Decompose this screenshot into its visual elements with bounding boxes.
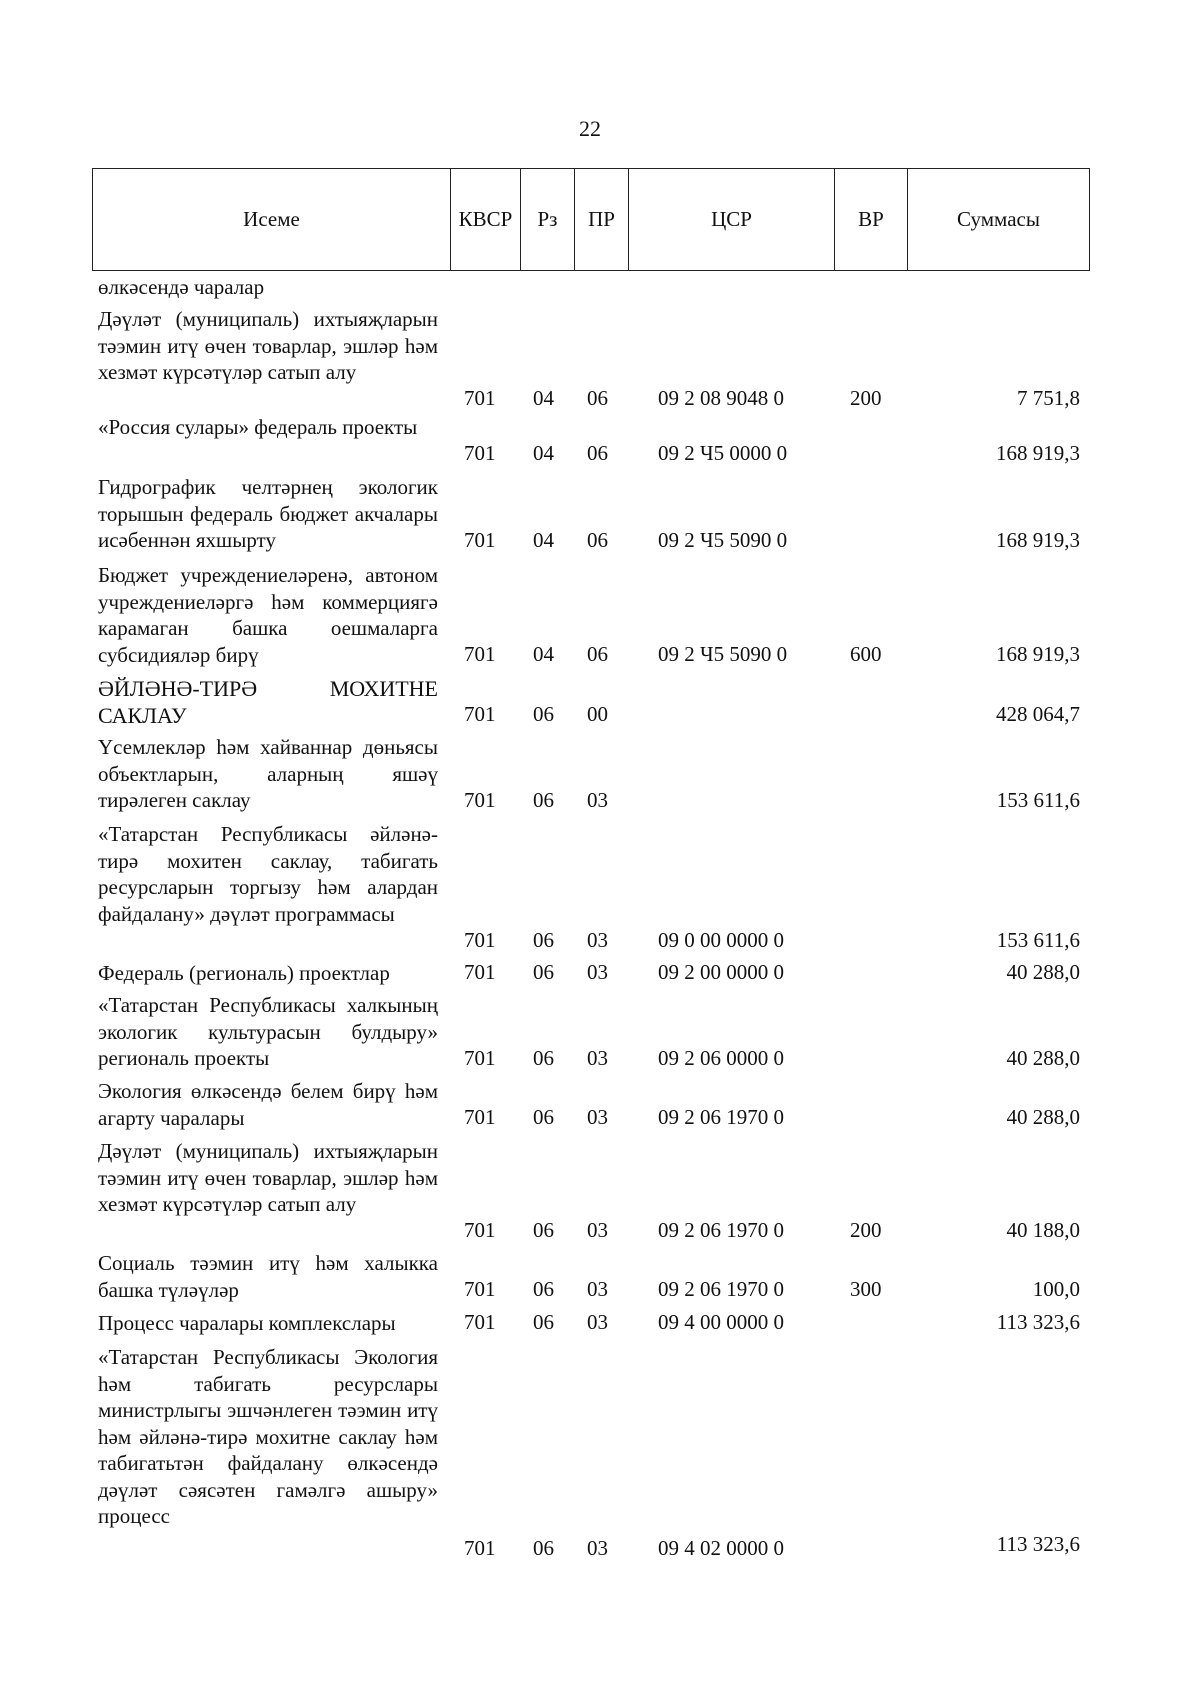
continuation-text: өлкәсендә чаралар [98, 275, 265, 299]
row-csr: 09 2 06 0000 0 [658, 1046, 784, 1070]
row-sum: 100,0 [1032, 1277, 1080, 1301]
header-sum: Суммасы [957, 207, 1040, 231]
row-csr: 09 2 08 9048 0 [658, 386, 784, 410]
row-kvsr: 701 [464, 1046, 496, 1070]
row-sum: 153 611,6 [996, 788, 1080, 812]
row-pr: 03 [587, 1310, 608, 1334]
row-name: «Татарстан Республикасы халкының экологик культурасын булдыру» региональ проекты [98, 993, 438, 1070]
row-kvsr: 701 [464, 1105, 496, 1129]
row-name: Үсемлекләр һәм хайваннар дөньясы объектларын, аларның яшәү тирәлеген саклау [98, 735, 438, 812]
row-sum: 7 751,8 [1017, 386, 1080, 410]
row-rz: 04 [533, 441, 554, 465]
row-vr: 200 [850, 386, 882, 410]
row-pr: 03 [587, 1046, 608, 1070]
row-name: Дәүләт (муниципаль) ихтыяҗларын тәэмин итү өчен товарлар, эшләр һәм хезмәт күрсәтүләр сатып алу [98, 1139, 438, 1216]
row-kvsr: 701 [464, 928, 496, 952]
row-rz: 06 [533, 1536, 554, 1560]
row-rz: 04 [533, 642, 554, 666]
row-sum: 40 288,0 [1006, 960, 1080, 984]
row-sum: 113 323,6 [996, 1532, 1080, 1556]
row-kvsr: 701 [464, 1536, 496, 1560]
row-csr: 09 2 Ч5 5090 0 [658, 528, 788, 552]
row-kvsr: 701 [464, 528, 496, 552]
row-rz: 06 [533, 928, 554, 952]
row-rz: 06 [533, 702, 554, 726]
row-pr: 00 [587, 702, 608, 726]
row-pr: 03 [587, 1277, 608, 1301]
page-number: 22 [579, 116, 601, 141]
row-pr: 03 [587, 1218, 608, 1242]
row-vr: 300 [850, 1277, 882, 1301]
row-rz: 06 [533, 1046, 554, 1070]
row-csr: 09 2 06 1970 0 [658, 1218, 784, 1242]
row-sum: 168 919,3 [996, 441, 1080, 465]
row-name: Экология өлкәсендә белем бирү һәм агарту чаралары [98, 1079, 438, 1130]
row-name: «Россия сулары» федераль проекты [98, 415, 418, 439]
row-pr: 06 [587, 386, 608, 410]
row-sum: 40 288,0 [1006, 1105, 1080, 1129]
row-csr: 09 2 00 0000 0 [658, 960, 784, 984]
row-name: «Татарстан Республикасы әйләнә-тирә мохитен саклау, табигать ресурсларын торгызу һәм алардан файдалану» дәүләт программасы [98, 822, 438, 926]
row-kvsr: 701 [464, 441, 496, 465]
row-pr: 06 [587, 441, 608, 465]
header-vr: ВР [835, 169, 908, 270]
row-vr: 600 [850, 642, 882, 666]
row-pr: 03 [587, 788, 608, 812]
row-sum: 168 919,3 [996, 642, 1080, 666]
row-pr: 03 [587, 1105, 608, 1129]
table-header [92, 168, 1090, 271]
row-csr: 09 2 06 1970 0 [658, 1105, 784, 1129]
row-name: Процесс чаралары комплекслары [98, 1311, 396, 1335]
row-csr: 09 2 06 1970 0 [658, 1277, 784, 1301]
row-csr: 09 2 Ч5 0000 0 [658, 441, 788, 465]
row-sum: 153 611,6 [996, 928, 1080, 952]
row-name: «Татарстан Республикасы Экология һәм табигать ресурслары министрлыгы эшчәнлеген тәэмин итү һәм әйләнә-тирә мохитне саклау һәм табигатьтән файдалану өлкәсендә дәүләт сәясәтен гамәлгә ашыру» процесс [98, 1345, 438, 1528]
header-kvsr: КВСР [451, 169, 521, 270]
row-csr: 09 0 00 0000 0 [658, 928, 784, 952]
row-name: Дәүләт (муниципаль) ихтыяҗларын тәэмин итү өчен товарлар, эшләр һәм хезмәт күрсәтүләр сатып алу [98, 307, 438, 384]
row-csr: 09 4 00 0000 0 [658, 1310, 784, 1334]
row-pr: 03 [587, 960, 608, 984]
row-kvsr: 701 [464, 386, 496, 410]
row-name: Бюджет учреждениеләренә, автоном учреждениеләргә һәм коммерциягә карамаган башка оешмаларга субсидияләр бирү [98, 563, 438, 667]
row-rz: 06 [533, 960, 554, 984]
row-sum: 40 188,0 [1006, 1218, 1080, 1242]
row-pr: 06 [587, 642, 608, 666]
row-kvsr: 701 [464, 702, 496, 726]
row-sum: 113 323,6 [996, 1310, 1080, 1334]
row-pr: 03 [587, 1536, 608, 1560]
row-kvsr: 701 [464, 1277, 496, 1301]
row-sum: 428 064,7 [996, 702, 1080, 726]
row-kvsr: 701 [464, 1218, 496, 1242]
header-csr: ЦСР [629, 169, 835, 270]
row-sum: 40 288,0 [1006, 1046, 1080, 1070]
header-name: Исеме [93, 169, 451, 270]
row-vr: 200 [850, 1218, 882, 1242]
row-name: Гидрографик челтәрнең экологик торышын федераль бюджет акчалары исәбеннән яхшырту [98, 475, 438, 552]
row-rz: 06 [533, 1105, 554, 1129]
row-name: Федераль (региональ) проектлар [98, 961, 390, 985]
row-pr: 03 [587, 928, 608, 952]
row-csr: 09 4 02 0000 0 [658, 1536, 784, 1560]
row-pr: 06 [587, 528, 608, 552]
row-rz: 06 [533, 1218, 554, 1242]
row-rz: 06 [533, 1310, 554, 1334]
row-rz: 06 [533, 1277, 554, 1301]
row-kvsr: 701 [464, 642, 496, 666]
header-rz: Рз [521, 169, 575, 270]
header-pr: ПР [575, 169, 629, 270]
row-rz: 04 [533, 528, 554, 552]
row-kvsr: 701 [464, 788, 496, 812]
row-name: Социаль тәэмин итү һәм халыкка башка түләүләр [98, 1251, 438, 1302]
row-rz: 06 [533, 788, 554, 812]
row-csr: 09 2 Ч5 5090 0 [658, 642, 788, 666]
row-kvsr: 701 [464, 1310, 496, 1334]
row-kvsr: 701 [464, 960, 496, 984]
row-rz: 04 [533, 386, 554, 410]
row-sum: 168 919,3 [996, 528, 1080, 552]
row-name: ӘЙЛӘНӘ-ТИРӘ МОХИТНЕ САКЛАУ [98, 676, 438, 728]
